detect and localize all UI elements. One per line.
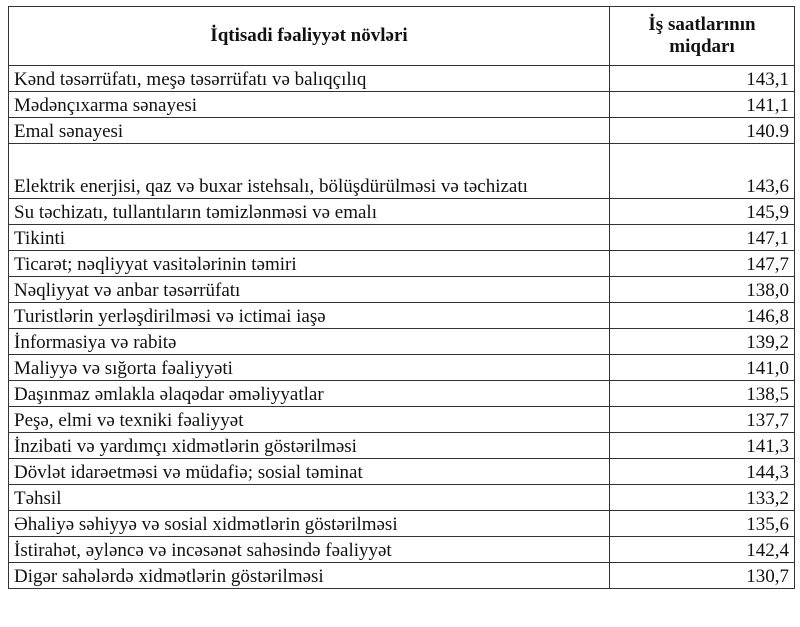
hours-cell: 145,9 [610, 199, 795, 225]
activity-cell: Ticarət; nəqliyyat vasitələrinin təmiri [9, 251, 610, 277]
hours-cell: 140.9 [610, 118, 795, 144]
activity-cell: Peşə, elmi və texniki fəaliyyət [9, 407, 610, 433]
table-row [9, 92, 795, 118]
activity-cell: Mədənçıxarma sənayesi [9, 92, 610, 118]
table-row [9, 66, 795, 92]
table-row [9, 199, 795, 225]
hours-header-line-1: İş saatlarının [648, 14, 756, 35]
table-row [9, 144, 795, 199]
activity-cell: Kənd təsərrüfatı, meşə təsərrüfatı və balıqçılıq [9, 66, 610, 92]
hours-column-header [610, 7, 795, 66]
hours-cell: 141,0 [610, 355, 795, 381]
hours-header-line-2: miqdarı [669, 36, 735, 57]
table-row [9, 225, 795, 251]
hours-cell: 147,1 [610, 225, 795, 251]
activity-cell: İnformasiya və rabitə [9, 329, 610, 355]
hours-cell: 139,2 [610, 329, 795, 355]
activity-cell: Təhsil [9, 485, 610, 511]
table-row [9, 355, 795, 381]
activity-cell: Digər sahələrdə xidmətlərin göstərilməsi [9, 563, 610, 589]
table-row [9, 381, 795, 407]
activity-cell: Su təchizatı, tullantıların təmizlənməsi və emalı [9, 199, 610, 225]
table-row [9, 118, 795, 144]
table-row [9, 459, 795, 485]
hours-cell: 147,7 [610, 251, 795, 277]
hours-cell: 141,3 [610, 433, 795, 459]
hours-cell: 142,4 [610, 537, 795, 563]
activity-column-header: İqtisadi fəaliyyət növləri [9, 7, 610, 66]
activity-cell: Nəqliyyat və anbar təsərrüfatı [9, 277, 610, 303]
table-row [9, 303, 795, 329]
table-row [9, 511, 795, 537]
hours-cell: 138,0 [610, 277, 795, 303]
activity-cell: Tikinti [9, 225, 610, 251]
table-row [9, 485, 795, 511]
hours-cell: 146,8 [610, 303, 795, 329]
table-row [9, 329, 795, 355]
table-row [9, 251, 795, 277]
activity-cell: Əhaliyə səhiyyə və sosial xidmətlərin göstərilməsi [9, 511, 610, 537]
table-row [9, 563, 795, 589]
activity-cell: İstirahət, əyləncə və incəsənət sahəsində fəaliyyət [9, 537, 610, 563]
hours-cell: 141,1 [610, 92, 795, 118]
hours-cell: 138,5 [610, 381, 795, 407]
activity-cell: Dövlət idarəetməsi və müdafiə; sosial təminat [9, 459, 610, 485]
activity-hours-table [8, 6, 795, 589]
table-row [9, 537, 795, 563]
hours-cell: 137,7 [610, 407, 795, 433]
hours-cell: 143,6 [610, 144, 795, 199]
activity-cell: İnzibati və yardımçı xidmətlərin göstərilməsi [9, 433, 610, 459]
hours-cell: 130,7 [610, 563, 795, 589]
table-header-row [9, 7, 795, 66]
hours-cell: 143,1 [610, 66, 795, 92]
table-row [9, 433, 795, 459]
activity-cell: Turistlərin yerləşdirilməsi və ictimai iaşə [9, 303, 610, 329]
activity-cell: Daşınmaz əmlakla əlaqədar əməliyyatlar [9, 381, 610, 407]
hours-cell: 144,3 [610, 459, 795, 485]
hours-cell: 135,6 [610, 511, 795, 537]
table-row [9, 277, 795, 303]
activity-cell: Emal sənayesi [9, 118, 610, 144]
activity-cell: Elektrik enerjisi, qaz və buxar istehsalı, bölüşdürülməsi və təchizatı [9, 144, 610, 199]
hours-cell: 133,2 [610, 485, 795, 511]
table-row [9, 407, 795, 433]
activity-cell: Maliyyə və sığorta fəaliyyəti [9, 355, 610, 381]
